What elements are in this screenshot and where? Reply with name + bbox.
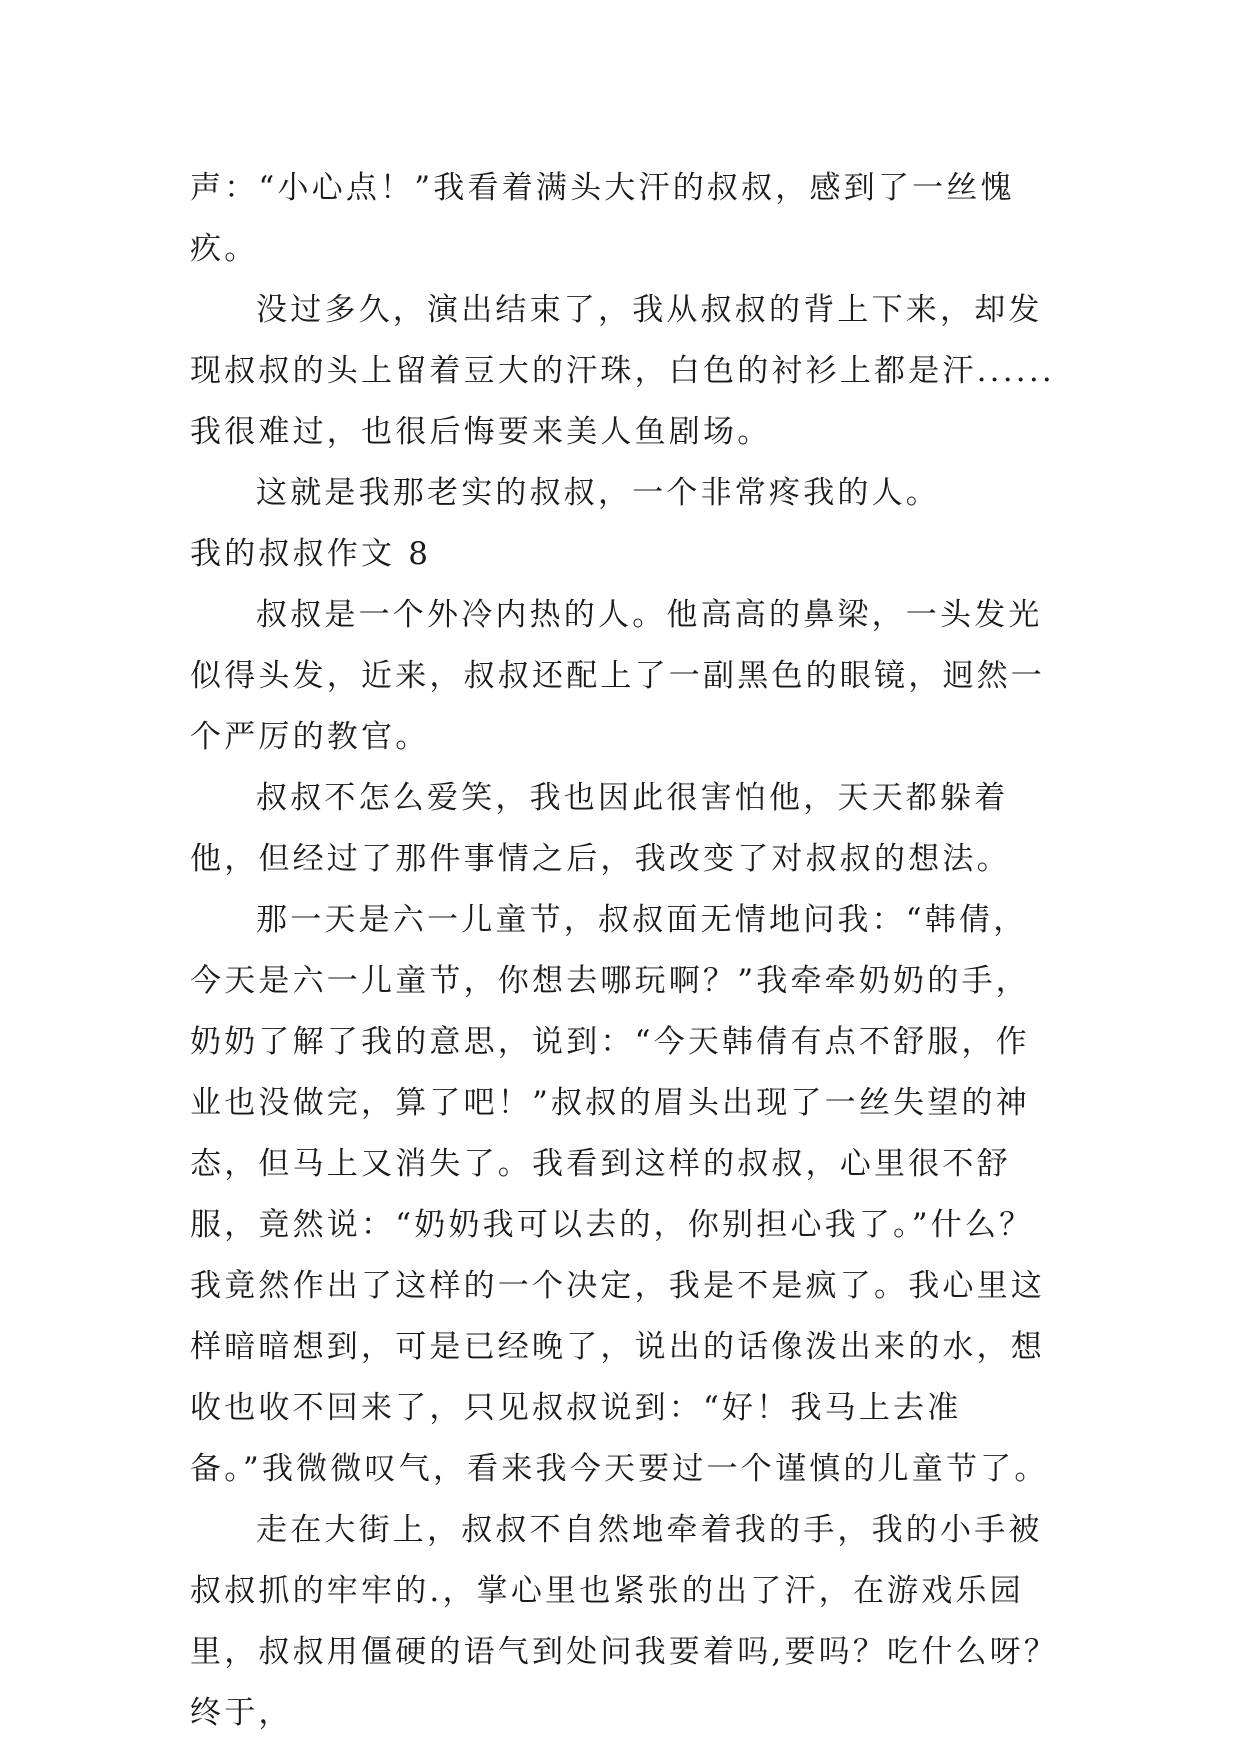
paragraph: 叔叔是一个外冷内热的人。他高高的鼻梁，一头发光似得头发，近来，叔叔还配上了一副黑色的眼镜，迥然一个严厉的教官。 [190, 597, 1045, 755]
paragraph: 那一天是六一儿童节，叔叔面无情地问我：“韩倩，今天是六一儿童节，你想去哪玩啊？”我牵牵奶奶的手，奶奶了解了我的意思，说到：“今天韩倩有点不舒服，作业也没做完，算了吧！”叔叔的眉头出现了一丝失望的神态，但马上又消失了。我看到这样的叔叔，心里很不舒服，竟然说：“奶奶我可以去的，你别担心我了。”什么？我竟然作出了这样的一个决定，我是不是疯了。我心里这样暗暗想到，可是已经晚了，说出的话像泼出来的水，想收也收不回来了，只见叔叔说到：“好！我马上去准备。”我微微叹气，看来我今天要过一个谨慎的儿童节了。 [190, 902, 1049, 1487]
document-body [190, 158, 1060, 1744]
paragraph: 这就是我那老实的叔叔，一个非常疼我的人。 [256, 475, 940, 511]
paragraph: 叔叔不怎么爱笑，我也因此很害怕他，天天都躲着他，但经过了那件事情之后，我改变了对叔叔的想法。 [190, 780, 1011, 877]
paragraph-continuation: 声：“小心点！”我看着满头大汗的叔叔，感到了一丝愧疚。 [190, 170, 1015, 267]
essay-heading: 我的叔叔作文 8 [190, 536, 432, 572]
paragraph: 走在大街上，叔叔不自然地牵着我的手，我的小手被叔叔抓的牢牢的.，掌心里也紧张的出了汗，在游戏乐园里，叔叔用僵硬的语气到处问我要着吗,要吗？吃什么呀？终于， [190, 1512, 1059, 1731]
paragraph: 没过多久，演出结束了，我从叔叔的背上下来，却发现叔叔的头上留着豆大的汗珠，白色的衬衫上都是汗......我很难过，也很后悔要来美人鱼剧场。 [190, 292, 1055, 450]
